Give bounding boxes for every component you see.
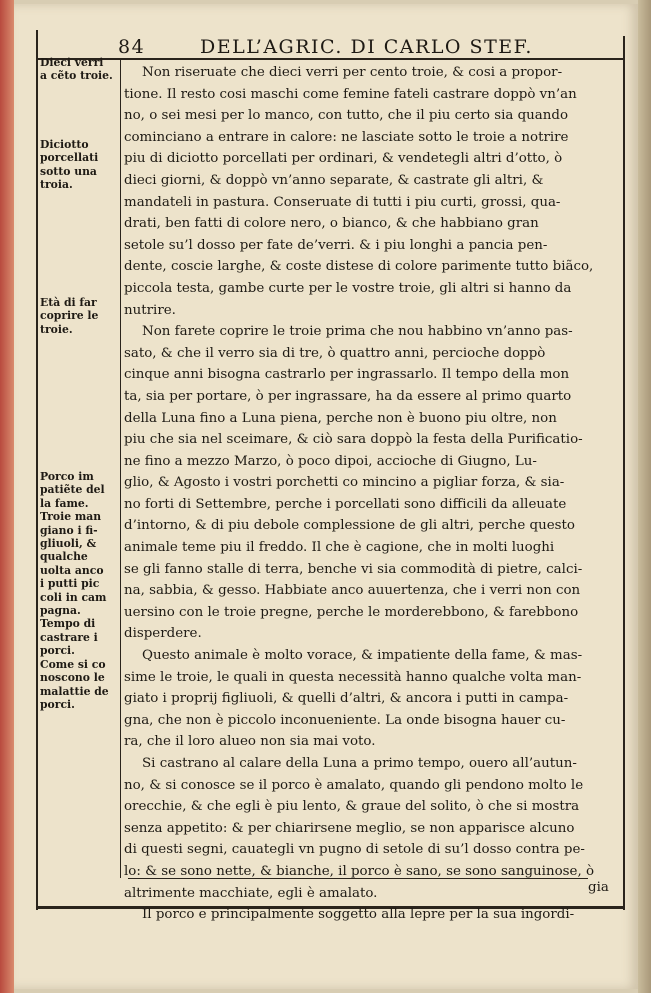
red-page-edge [0,0,14,993]
text-line: na, sabbia, & gesso. Habbiate anco auuertenza, che i verri non con [124,583,581,599]
note-line: giano i fi- [40,523,98,537]
text-line: piu di diciotto porcellati per ordinari, & vendetegli altri d’otto, ò [124,151,563,167]
text-line: Non riseruate che dieci verri per cento troie, & cosi a propor- [142,65,563,80]
note-line: Diciotto [40,138,89,151]
text-line: no, o sei mesi per lo manco, con tutto, che il piu certo sia quando [124,108,569,124]
text-line: dente, coscie larghe, & coste distese di colore parimente tutto biãco, [124,259,594,275]
text-line: lo: & se sono nette, & bianche, il porco è sano, se sono sanguinose, ò [124,863,595,879]
note-line: a cẽto troie. [40,69,113,83]
note-line: malattie de [40,684,109,698]
note-line: troie. [40,322,73,336]
text-line: tione. Il resto cosi maschi come femine fateli castrare doppò vn’an [124,86,577,102]
note-line: porcellati [40,151,99,165]
text-line: piccola testa, gambe curte per le vostre troie, gli altri si hanno da [124,280,572,296]
text-line: Si castrano al calare della Luna a primo tempo, ouero all’autun- [142,756,577,771]
text-line: cinque anni bisogna castrarlo per ingrassarlo. Il tempo della mon [124,367,570,383]
text-line: d’intorno, & di piu debole complessione de gli altri, perche questo [124,518,575,534]
text-line: uersino con le troie pregne, perche le morderebbono, & farebbono [124,604,579,620]
text-line: animale teme piu il freddo. Il che è cagione, che in molti luoghi [124,540,555,556]
note-line: gliuoli, & [40,537,97,551]
marginal-note-ten-boars [40,56,120,83]
marginal-note-mating-age [40,296,120,336]
text-line: glio, & Agosto i vostri porchetti co mincino a pigliar forza, & sia- [124,475,565,491]
margin-column-rule [120,58,121,878]
note-line: Età di far [40,296,97,309]
book-gutter-shadow [638,0,651,993]
note-line: qualche [40,550,88,564]
note-line: porci. [40,697,75,711]
text-line: ta, sia per portare, ò per ingrassare, ha da essere al primo quarto [124,388,572,404]
text-line: cominciano a entrare in calore: ne lasciate sotto le troie a notrire [124,129,569,145]
text-line: ne fino a mezzo Marzo, ò poco dipoi, accioche di Giugno, Lu- [124,453,537,469]
note-line: troia. [40,178,73,192]
running-title: DELL’AGRIC. DI CARLO STEF. [200,36,533,58]
text-line: Questo animale è molto vorace, & impatiente della fame, & mas- [142,648,583,664]
running-header [118,36,618,58]
note-line: Dieci verri [40,56,104,69]
note-line: uolta anco [40,563,104,577]
note-line: sotto una [40,164,97,178]
text-line: ra, che il loro alueo non sia mai voto. [124,734,376,750]
note-line: noscono le [40,671,105,685]
text-line: se gli fanno stalle di terra, benche vi sia commodità di pietre, calci- [124,561,583,577]
text-line: Non farete coprire le troie prima che nou habbino vn’anno pas- [142,324,573,340]
text-line: gna, che non è piccolo inconueniente. La onde bisogna hauer cu- [124,712,566,728]
note-line: Porco im [40,470,94,483]
text-line: altrimente macchiate, egli è amalato. [124,885,378,901]
text-line: disperdere. [124,626,202,642]
text-line: no, & si conosce se il porco è amalato, quando gli pendono molto le [124,777,584,793]
text-line: setole su’l dosso per fate de’verri. & i piu longhi a pancia pen- [124,237,548,253]
text-line: nutrire. [124,302,176,318]
note-line: coli in cam [40,590,107,604]
header-rule [36,58,624,60]
page-number: 84 [118,36,146,58]
note-line: coprire le [40,309,99,323]
note-line: patiẽte del [40,483,105,497]
catchword: gia [588,880,609,895]
note-line: i putti pic [40,577,100,591]
text-line: mandateli in pastura. Conseruate di tutti i piu curti, grossi, qua- [124,194,561,210]
marginal-note-hunger-and-castration [40,470,120,711]
text-line: senza appetito: & per chiarirsene meglio, se non apparisce alcuno [124,820,575,836]
note-line: pagna. [40,604,81,618]
note-line: Come si co [40,657,106,671]
text-line: drati, ben fatti di colore nero, o bianco, & che habbiano gran [124,216,539,232]
text-line: dieci giorni, & doppò vn’anno separate, & castrate gli altri, & [124,172,544,188]
text-line: giato i proprij figliuoli, & quelli d’altri, & ancora i putti in campa- [124,691,569,707]
text-line: di questi segni, cauategli vn pugno di setole di su’l dosso contra pe- [124,842,585,858]
text-line: orecchie, & che egli è piu lento, & graue del solito, ò che si mostra [124,799,580,815]
marginal-note-eighteen-piglets [40,138,120,192]
right-frame-rule [623,36,625,910]
note-line: Tempo di [40,617,96,631]
text-line: piu che sia nel sceimare, & ciò sara doppò la festa della Purificatio- [124,432,583,448]
left-frame-rule [36,30,38,910]
note-line: Troie man [40,510,102,524]
note-line: castrare i [40,630,98,644]
note-line: la fame. [40,496,89,510]
text-line: sato, & che il verro sia di tre, ò quattro anni, percioche doppò [124,345,546,361]
body-text [124,62,622,926]
text-line: no forti di Settembre, perche i porcellati sono difficili da alleuate [124,496,567,512]
text-line: della Luna fino a Luna piena, perche non è buono piu oltre, non [124,410,557,426]
text-line: sime le troie, le quali in questa necessità hanno qualche volta man- [124,669,582,685]
text-line: Il porco e principalmente soggetto alla lepre per la sua ingordi- [142,907,575,923]
note-line: porci. [40,644,75,658]
